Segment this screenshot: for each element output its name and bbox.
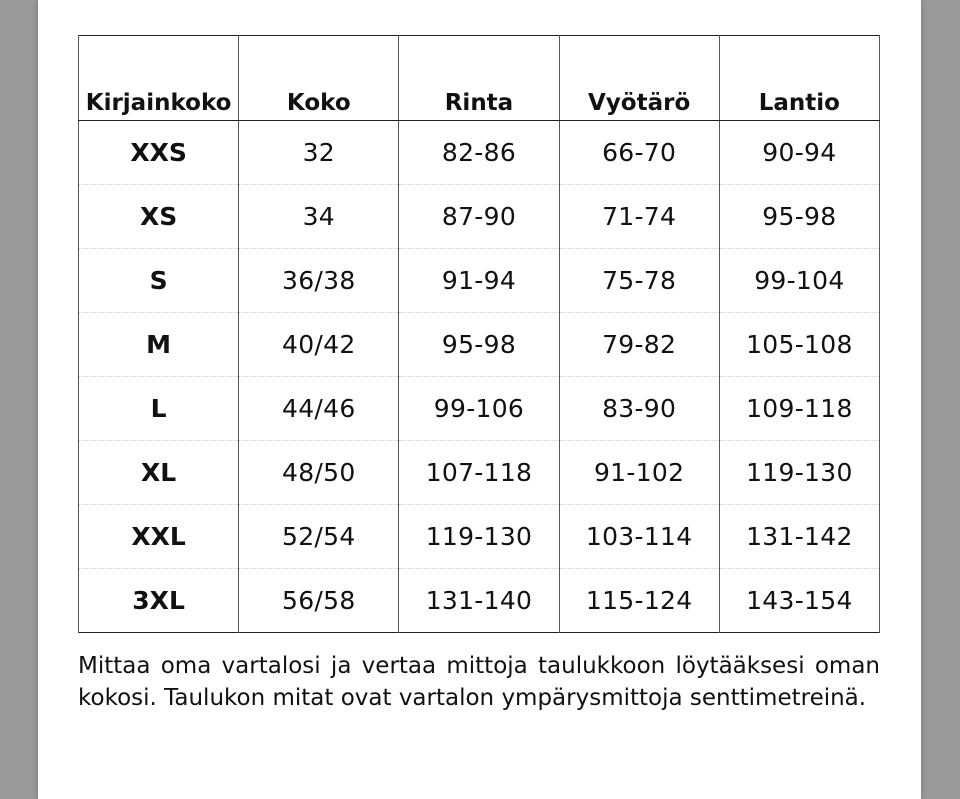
cell-size: 44/46 [239,377,399,441]
cell-waist: 75-78 [559,249,719,313]
cell-letter-size: L [79,377,239,441]
cell-waist: 71-74 [559,185,719,249]
cell-letter-size: XXL [79,505,239,569]
table-row [79,121,880,185]
cell-chest: 91-94 [399,249,559,313]
table-row [79,569,880,633]
cell-size: 32 [239,121,399,185]
cell-chest: 131-140 [399,569,559,633]
cell-waist: 79-82 [559,313,719,377]
cell-hip: 95-98 [719,185,879,249]
cell-chest: 95-98 [399,313,559,377]
cell-hip: 90-94 [719,121,879,185]
cell-hip: 119-130 [719,441,879,505]
cell-chest: 99-106 [399,377,559,441]
cell-letter-size: M [79,313,239,377]
header-letter-size: Kirjainkoko [79,36,239,121]
cell-waist: 103-114 [559,505,719,569]
table-row [79,185,880,249]
table-row [79,377,880,441]
cell-size: 34 [239,185,399,249]
cell-hip: 109-118 [719,377,879,441]
cell-hip: 143-154 [719,569,879,633]
cell-size: 48/50 [239,441,399,505]
cell-letter-size: XS [79,185,239,249]
cell-letter-size: S [79,249,239,313]
cell-waist: 115-124 [559,569,719,633]
cell-letter-size: XL [79,441,239,505]
cell-chest: 82-86 [399,121,559,185]
document-page [38,0,921,799]
cell-size: 52/54 [239,505,399,569]
size-chart-table [78,35,880,633]
header-size: Koko [239,36,399,121]
cell-chest: 107-118 [399,441,559,505]
cell-hip: 105-108 [719,313,879,377]
header-waist: Vyötärö [559,36,719,121]
header-hip: Lantio [719,36,879,121]
table-row [79,313,880,377]
table-row [79,505,880,569]
measurement-instructions: Mittaa oma vartalosi ja vertaa mittoja taulukkoon löytääksesi oman kokosi. Taulukon mitat ovat vartalon ympärysmittoja senttimetreinä. [78,653,880,711]
cell-waist: 91-102 [559,441,719,505]
cell-size: 56/58 [239,569,399,633]
table-row [79,441,880,505]
cell-waist: 66-70 [559,121,719,185]
cell-size: 40/42 [239,313,399,377]
cell-letter-size: 3XL [79,569,239,633]
cell-hip: 131-142 [719,505,879,569]
table-header-row [79,36,880,121]
header-chest: Rinta [399,36,559,121]
cell-letter-size: XXS [79,121,239,185]
cell-chest: 119-130 [399,505,559,569]
cell-waist: 83-90 [559,377,719,441]
table-row [79,249,880,313]
cell-hip: 99-104 [719,249,879,313]
cell-size: 36/38 [239,249,399,313]
cell-chest: 87-90 [399,185,559,249]
